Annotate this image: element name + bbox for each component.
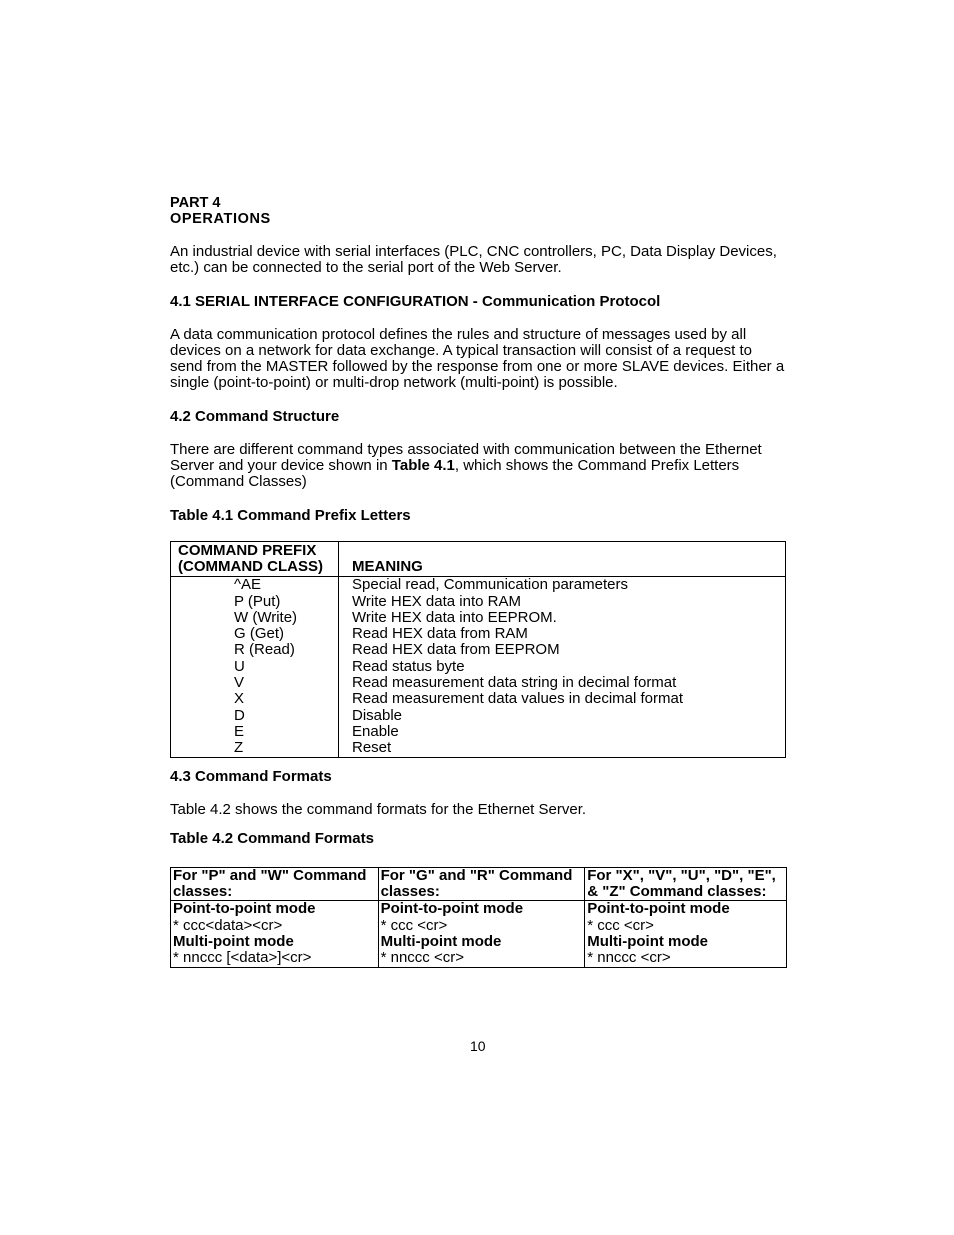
section-4-3-heading: 4.3 Command Formats	[170, 767, 332, 785]
format-value: * ccc <cr>	[587, 916, 654, 934]
table-header-row	[171, 541, 786, 577]
mode-label: Multi-point mode	[173, 933, 294, 951]
prefix-column	[171, 577, 339, 757]
document-page	[170, 195, 786, 968]
intro-paragraph: An industrial device with serial interfaces (PLC, CNC controllers, PC, Data Display Devices, etc.) can be connected to the serial port of the Web Server.	[170, 243, 777, 277]
header-meaning: MEANING	[339, 541, 786, 577]
section-4-1-heading: 4.1 SERIAL INTERFACE CONFIGURATION - Communication Protocol	[170, 292, 661, 310]
command-prefix-cell: D	[234, 706, 245, 724]
command-format-header	[171, 867, 379, 901]
command-prefix-cell: G (Get)	[234, 625, 285, 643]
command-format-cell	[585, 901, 787, 967]
mode-label: Point-to-point mode	[173, 900, 316, 918]
header-line: For "G" and "R" Command	[380, 866, 573, 884]
meaning-column	[339, 577, 786, 757]
command-meaning-cell: Disable	[352, 706, 403, 724]
part-label: PART 4	[170, 195, 221, 211]
command-meaning-cell: Read measurement data values in decimal format	[352, 690, 683, 708]
header-line: classes:	[380, 883, 440, 901]
table-2-caption: Table 4.2 Command Formats	[170, 829, 374, 847]
command-prefix-cell: U	[234, 657, 245, 675]
page-title: OPERATIONS	[170, 211, 271, 227]
command-meaning-cell: Read measurement data string in decimal format	[352, 674, 677, 692]
section-4-2-heading: 4.2 Command Structure	[170, 407, 340, 425]
mode-label: Multi-point mode	[587, 933, 709, 951]
command-format-header	[585, 867, 787, 901]
mode-label: Point-to-point mode	[587, 900, 730, 918]
command-meaning-cell: Read HEX data from EEPROM	[352, 641, 560, 659]
command-meaning-cell: Read HEX data from RAM	[352, 625, 528, 643]
command-meaning-cell: Enable	[352, 722, 399, 740]
command-meaning-cell: Write HEX data into EEPROM.	[352, 608, 557, 626]
table-reference: Table 4.1	[391, 457, 455, 475]
page-number: 10	[470, 1038, 486, 1054]
format-value: * ccc<data><cr>	[173, 916, 283, 934]
command-meaning-cell: Reset	[352, 739, 392, 757]
body-text: , which shows the Command Prefix Letters (Command Classes)	[170, 457, 740, 491]
header-line: For "P" and "W" Command	[173, 866, 367, 884]
table-header-row	[171, 867, 787, 901]
command-prefix-cell: W (Write)	[234, 608, 298, 626]
header-line: For "X", "V", "U", "D", "E",	[587, 866, 776, 884]
command-prefix-cell: P (Put)	[234, 592, 281, 610]
command-meaning-cell: Write HEX data into RAM	[352, 592, 521, 610]
command-prefix-table	[170, 541, 786, 758]
table-body-row	[171, 577, 786, 757]
format-value: * ccc <cr>	[380, 916, 448, 934]
body-text: There are different command types associated with communication between the Ethernet Server and your device shown in	[170, 440, 762, 475]
command-meaning-cell: Read status byte	[352, 657, 465, 675]
table-1-caption: Table 4.1 Command Prefix Letters	[170, 506, 411, 524]
format-value: * nnccc <cr>	[380, 949, 464, 967]
header-line: COMMAND PREFIX	[178, 541, 317, 559]
header-line: classes:	[173, 883, 233, 901]
section-4-3-body: Table 4.2 shows the command formats for the Ethernet Server.	[170, 800, 587, 818]
section-4-2-body	[170, 442, 786, 491]
command-prefix-cell: X	[234, 690, 245, 708]
command-format-header	[378, 867, 585, 901]
header-line: (COMMAND CLASS)	[178, 557, 323, 575]
command-prefix-cell: ^AE	[234, 576, 262, 594]
header-command-prefix	[171, 541, 339, 577]
mode-label: Point-to-point mode	[380, 900, 524, 918]
header-line: & "Z" Command classes:	[587, 883, 767, 901]
command-meaning-cell: Special read, Communication parameters	[352, 576, 628, 594]
command-format-cell	[171, 901, 379, 967]
format-value: * nnccc <cr>	[587, 949, 671, 967]
section-4-1-body: A data communication protocol defines the rules and structure of messages used by all devices on a network for data exchange. A typical transaction will consist of a request to send from the MASTER followed by the response from one or more SLAVE devices. Either a single (point-to-point) or multi-drop network (multi-point) is possible.	[170, 325, 785, 392]
command-prefix-cell: V	[234, 674, 245, 692]
command-prefix-cell: E	[234, 722, 245, 740]
command-prefix-cell: Z	[234, 739, 244, 757]
command-formats-table	[170, 867, 787, 968]
format-value: * nnccc [<data>]<cr>	[173, 949, 312, 967]
command-prefix-cell: R (Read)	[234, 641, 295, 659]
command-format-cell	[378, 901, 585, 967]
table-body-row	[171, 901, 787, 967]
mode-label: Multi-point mode	[380, 933, 502, 951]
